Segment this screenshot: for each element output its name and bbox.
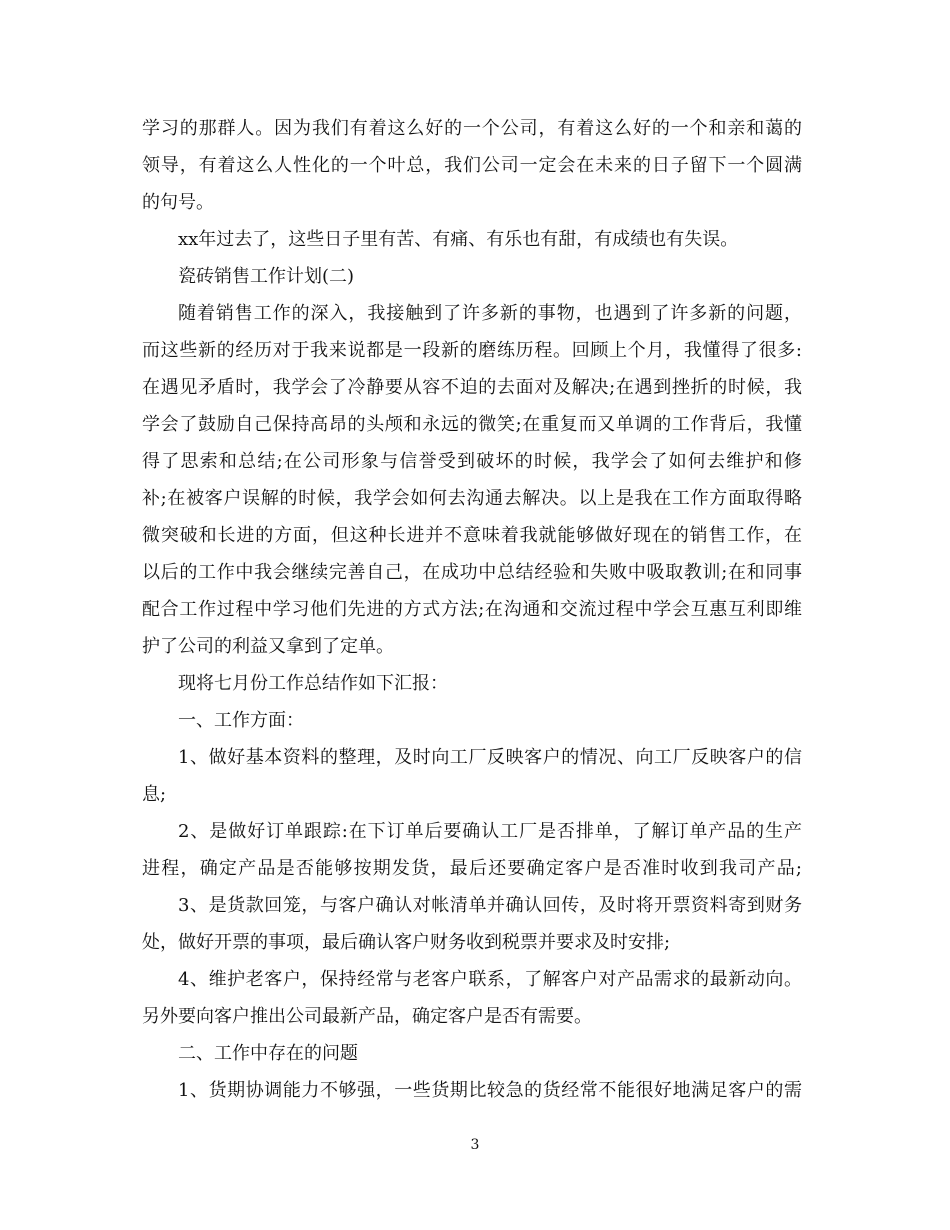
paragraph-line: 学会了鼓励自己保持高昂的头颅和永远的微笑;在重复而又单调的工作背后，我懂: [142, 414, 802, 435]
paragraph-line: 而这些新的经历对于我来说都是一段新的磨练历程。回顾上个月，我懂得了很多:: [142, 340, 802, 361]
paragraph-line: 随着销售工作的深入，我接触到了许多新的事物，也遇到了许多新的问题，: [178, 303, 802, 324]
list-item-line: 4、维护老客户，保持经常与老客户联系，了解客户对产品需求的最新动向。: [178, 969, 802, 990]
list-item-line: 处，做好开票的事项，最后确认客户财务收到税票并要求及时安排;: [142, 932, 671, 953]
paragraph-line: 配合工作过程中学习他们先进的方式方法;在沟通和交流过程中学会互惠互利即维: [142, 599, 802, 620]
list-item-line: 另外要向客户推出公司最新产品，确定客户是否有需要。: [142, 1006, 592, 1027]
section-heading: 一、工作方面：: [178, 710, 304, 731]
paragraph-line: 护了公司的利益又拿到了定单。: [142, 636, 394, 657]
paragraph-line: 补;在被客户误解的时候，我学会如何去沟通去解决。以上是我在工作方面取得略: [142, 488, 802, 509]
paragraph-line: xx年过去了，这些日子里有苦、有痛、有乐也有甜，有成绩也有失误。: [178, 229, 739, 250]
list-item-line: 进程，确定产品是否能够按期发货，最后还要确定客户是否准时收到我司产品;: [142, 858, 802, 879]
list-item-line: 1、货期协调能力不够强，一些货期比较急的货经常不能很好地满足客户的需: [178, 1080, 802, 1101]
list-item-line: 息;: [142, 784, 167, 805]
list-item-line: 1、做好基本资料的整理，及时向工厂反映客户的情况、向工厂反映客户的信: [178, 747, 802, 768]
page-number: 3: [470, 1137, 480, 1153]
section-heading: 瓷砖销售工作计划(二): [178, 266, 355, 287]
paragraph-line: 以后的工作中我会继续完善自己，在成功中总结经验和失败中吸取教训;在和同事: [142, 562, 802, 583]
list-item-line: 3、是货款回笼，与客户确认对帐清单并确认回传，及时将开票资料寄到财务: [178, 895, 802, 916]
paragraph-line: 的句号。: [142, 192, 214, 213]
paragraph-line: 领导，有着这么人性化的一个叶总，我们公司一定会在未来的日子留下一个圆满: [142, 155, 802, 176]
paragraph-line: 得了思索和总结;在公司形象与信誉受到破坏的时候，我学会了如何去维护和修: [142, 451, 802, 472]
section-heading: 二、工作中存在的问题: [178, 1043, 358, 1064]
paragraph-line: 微突破和长进的方面，但这种长进并不意味着我就能够做好现在的销售工作，在: [142, 525, 802, 546]
paragraph-line: 学习的那群人。因为我们有着这么好的一个公司，有着这么好的一个和亲和蔼的: [142, 118, 802, 139]
paragraph-line: 现将七月份工作总结作如下汇报：: [178, 673, 448, 694]
paragraph-line: 在遇见矛盾时，我学会了冷静要从容不迫的去面对及解决;在遇到挫折的时候，我: [142, 377, 802, 398]
list-item-line: 2、是做好订单跟踪:在下订单后要确认工厂是否排单，了解订单产品的生产: [178, 821, 802, 842]
